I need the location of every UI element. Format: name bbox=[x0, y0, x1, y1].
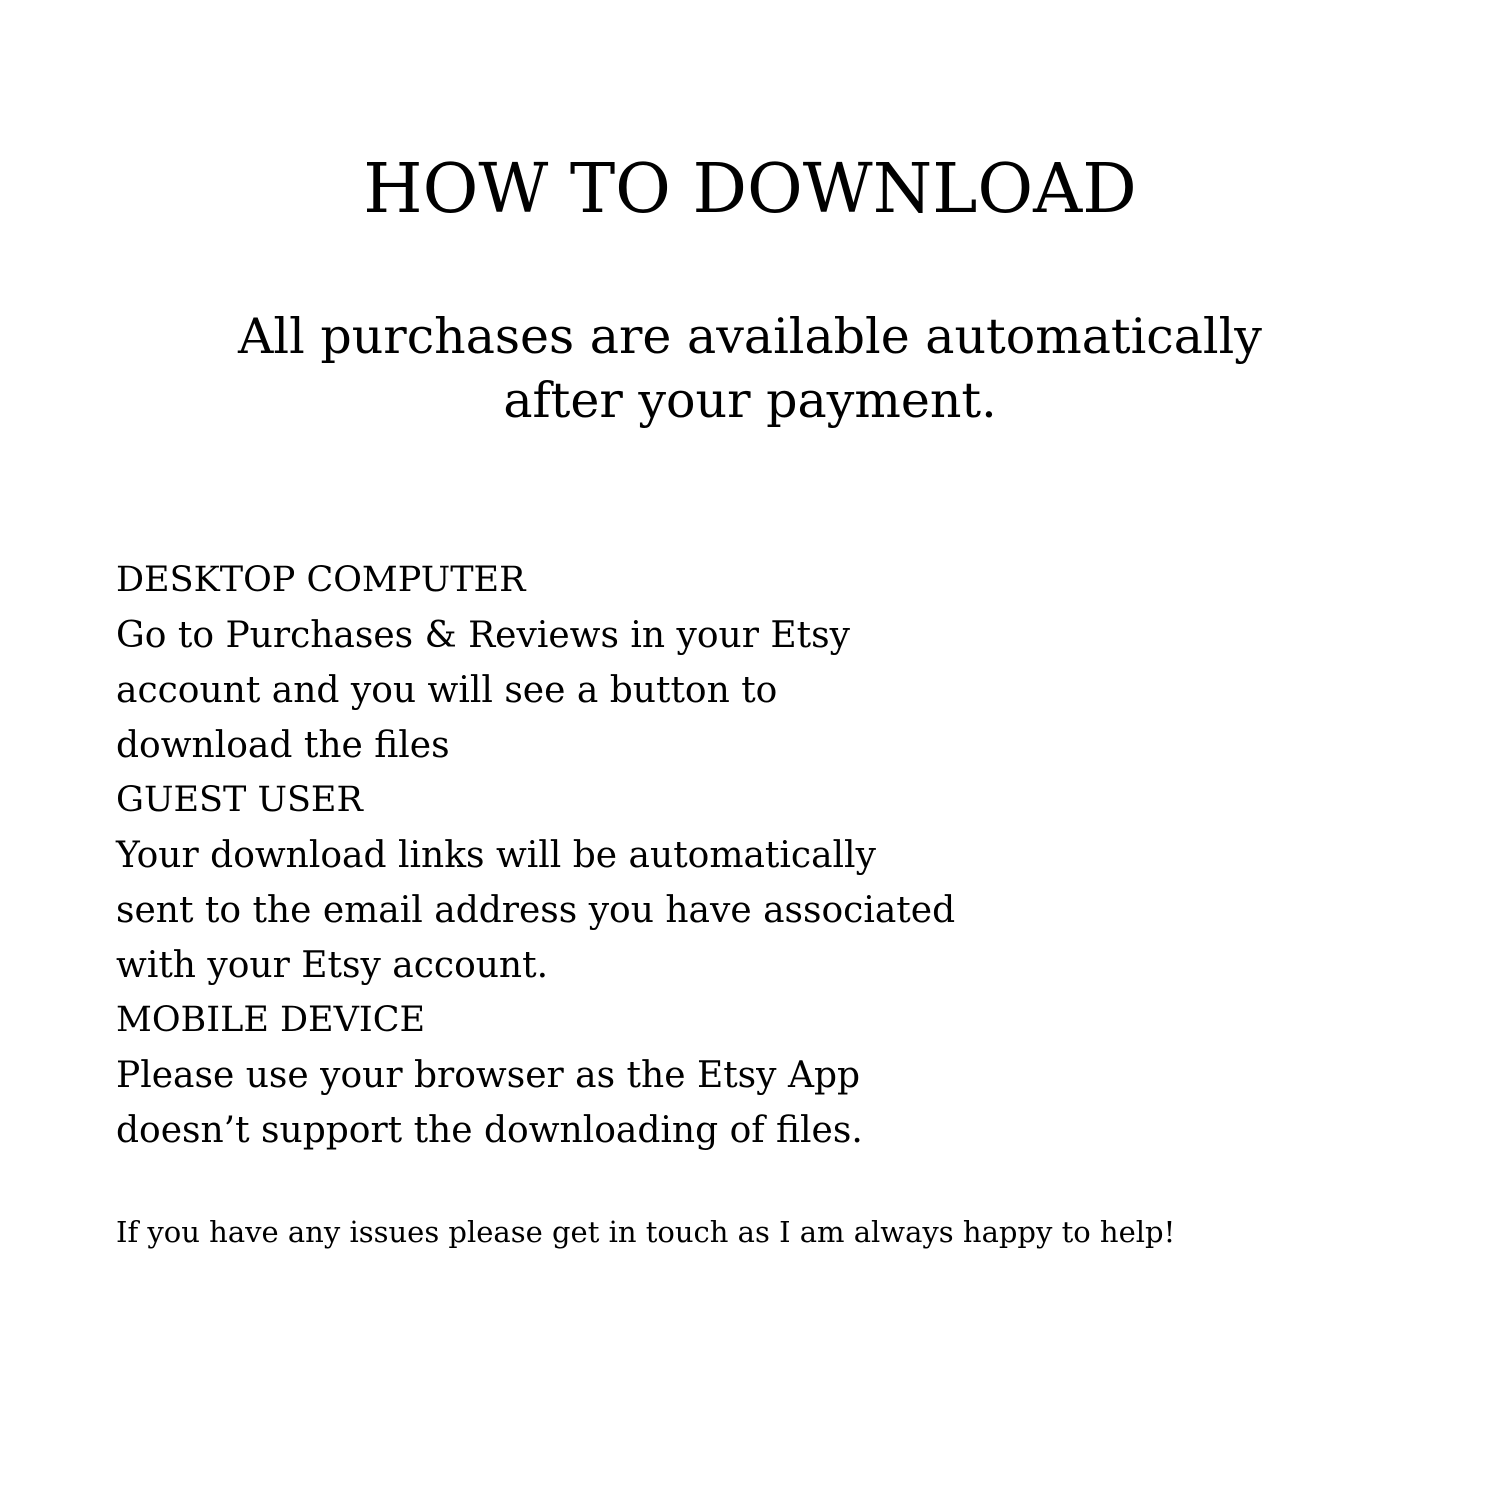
section-guest-user bbox=[116, 773, 1416, 993]
subtitle-line-1: All purchases are available automatically bbox=[238, 308, 1262, 365]
help-footer-note: If you have any issues please get in touch as I am always happy to help! bbox=[116, 1215, 1176, 1249]
page-title: HOW TO DOWNLOAD bbox=[363, 150, 1137, 229]
section-heading: MOBILE DEVICE bbox=[116, 1000, 426, 1040]
page-subtitle bbox=[0, 305, 1500, 433]
section-heading: GUEST USER bbox=[116, 780, 363, 820]
section-mobile-device bbox=[116, 993, 1416, 1158]
section-desktop-computer bbox=[116, 553, 1416, 773]
instruction-sections bbox=[116, 553, 1416, 1158]
section-text-line: download the files bbox=[116, 725, 450, 766]
section-text-line: sent to the email address you have associated bbox=[116, 890, 956, 931]
section-text-line: Your download links will be automatically bbox=[116, 835, 876, 876]
section-text-line: doesn’t support the downloading of files. bbox=[116, 1110, 863, 1151]
section-text-line: with your Etsy account. bbox=[116, 945, 549, 986]
section-text-line: Go to Purchases & Reviews in your Etsy bbox=[116, 615, 850, 656]
section-text-line: Please use your browser as the Etsy App bbox=[116, 1055, 861, 1096]
subtitle-line-2: after your payment. bbox=[503, 372, 997, 429]
section-text-line: account and you will see a button to bbox=[116, 670, 778, 711]
section-heading: DESKTOP COMPUTER bbox=[116, 560, 526, 600]
